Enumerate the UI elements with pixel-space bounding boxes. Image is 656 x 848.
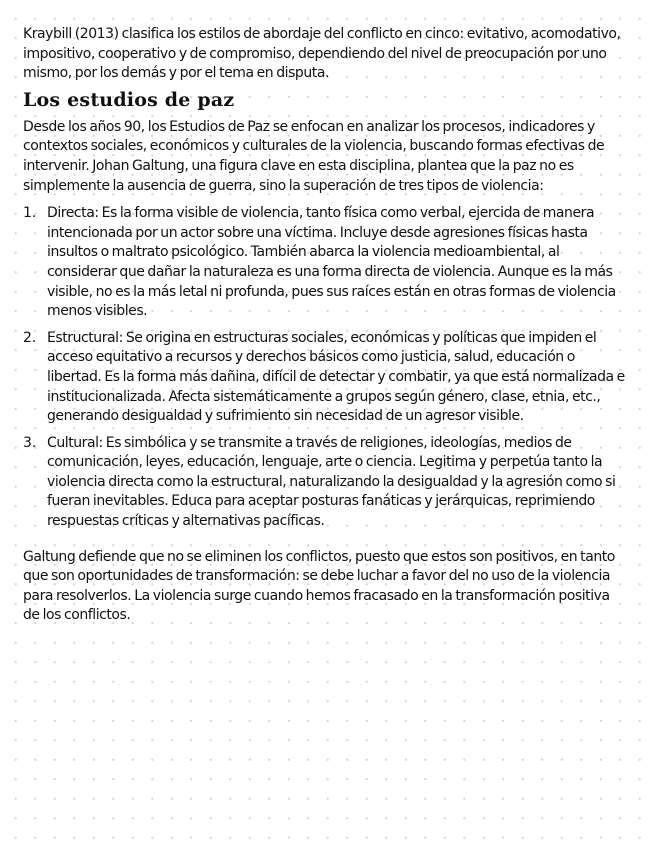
closing-paragraph: Galtung defiende que no se eliminen los conflictos, puesto que estos son positivos, en tanto que son oportunidades de transformación: se debe luchar a favor del no uso de la violencia para resolverlos. La violencia surge cuando hemos fracasado en la transformación positiva de los conflictos. xyxy=(23,548,615,624)
intro-paragraph: Kraybill (2013) clasifica los estilos de abordaje del conflicto en cinco: evitativo, acomodativo, impositivo, cooperativo y de compromiso, dependiendo del nivel de preocupación por uno mismo, por los demás y por el tema en disputa. xyxy=(23,26,621,82)
list-item-cultural-violence xyxy=(23,434,626,532)
list-item-text: Estructural: Se origina en estructuras sociales, económicas y políticas que impiden el acceso equitativo a recursos y derechos básicos como justicia, salud, educación o libertad. Es la forma más dañina, difícil de detectar y combatir, ya que está normalizada e institucionalizada. Afecta sistemáticamente a grupos según género, clase, etnia, etc., generando desigualdad y sufrimiento sin necesidad de un agresor visible. xyxy=(47,329,625,425)
list-item-text: Directa: Es la forma visible de violencia, tanto física como verbal, ejercida de manera intencionada por un actor sobre una víctima. Incluye desde agresiones físicas hasta insultos o maltrato psicológico. También abarca la violencia medioambiental, al considerar que dañar la naturaleza es una forma directa de violencia. Aunque es la más visible, no es la más letal ni profunda, pues sus raíces están en otras formas de violencia menos visibles. xyxy=(47,205,616,320)
list-number: 2. xyxy=(23,329,37,346)
section-intro-paragraph: Desde los años 90, los Estudios de Paz se enfocan en analizar los procesos, indicadores y contextos sociales, económicos y culturales de la violencia, buscando formas efectivas de intervenir. Johan Galtung, una figura clave en esta disciplina, plantea que la paz no es simplemente la ausencia de guerra, sino la superación de tres tipos de violencia: xyxy=(23,118,605,194)
list-item-text: Cultural: Es simbólica y se transmite a través de religiones, ideologías, medios de comunicación, leyes, educación, lenguaje, arte o ciencia. Legitima y perpetúa tanto la violencia directa como la estructural, naturalizando la desigualdad y la agresión como si fueran inevitables. Educa para aceptar posturas fanáticas y jerárquicas, reprimiendo respuestas críticas y alternativas pacíficas. xyxy=(47,434,616,530)
list-item-structural-violence xyxy=(23,329,626,427)
violence-types-list xyxy=(23,204,626,532)
list-item-direct-violence xyxy=(23,204,626,322)
list-number: 1. xyxy=(23,205,37,222)
list-number: 3. xyxy=(23,434,37,451)
section-title: Los estudios de paz xyxy=(23,88,235,111)
